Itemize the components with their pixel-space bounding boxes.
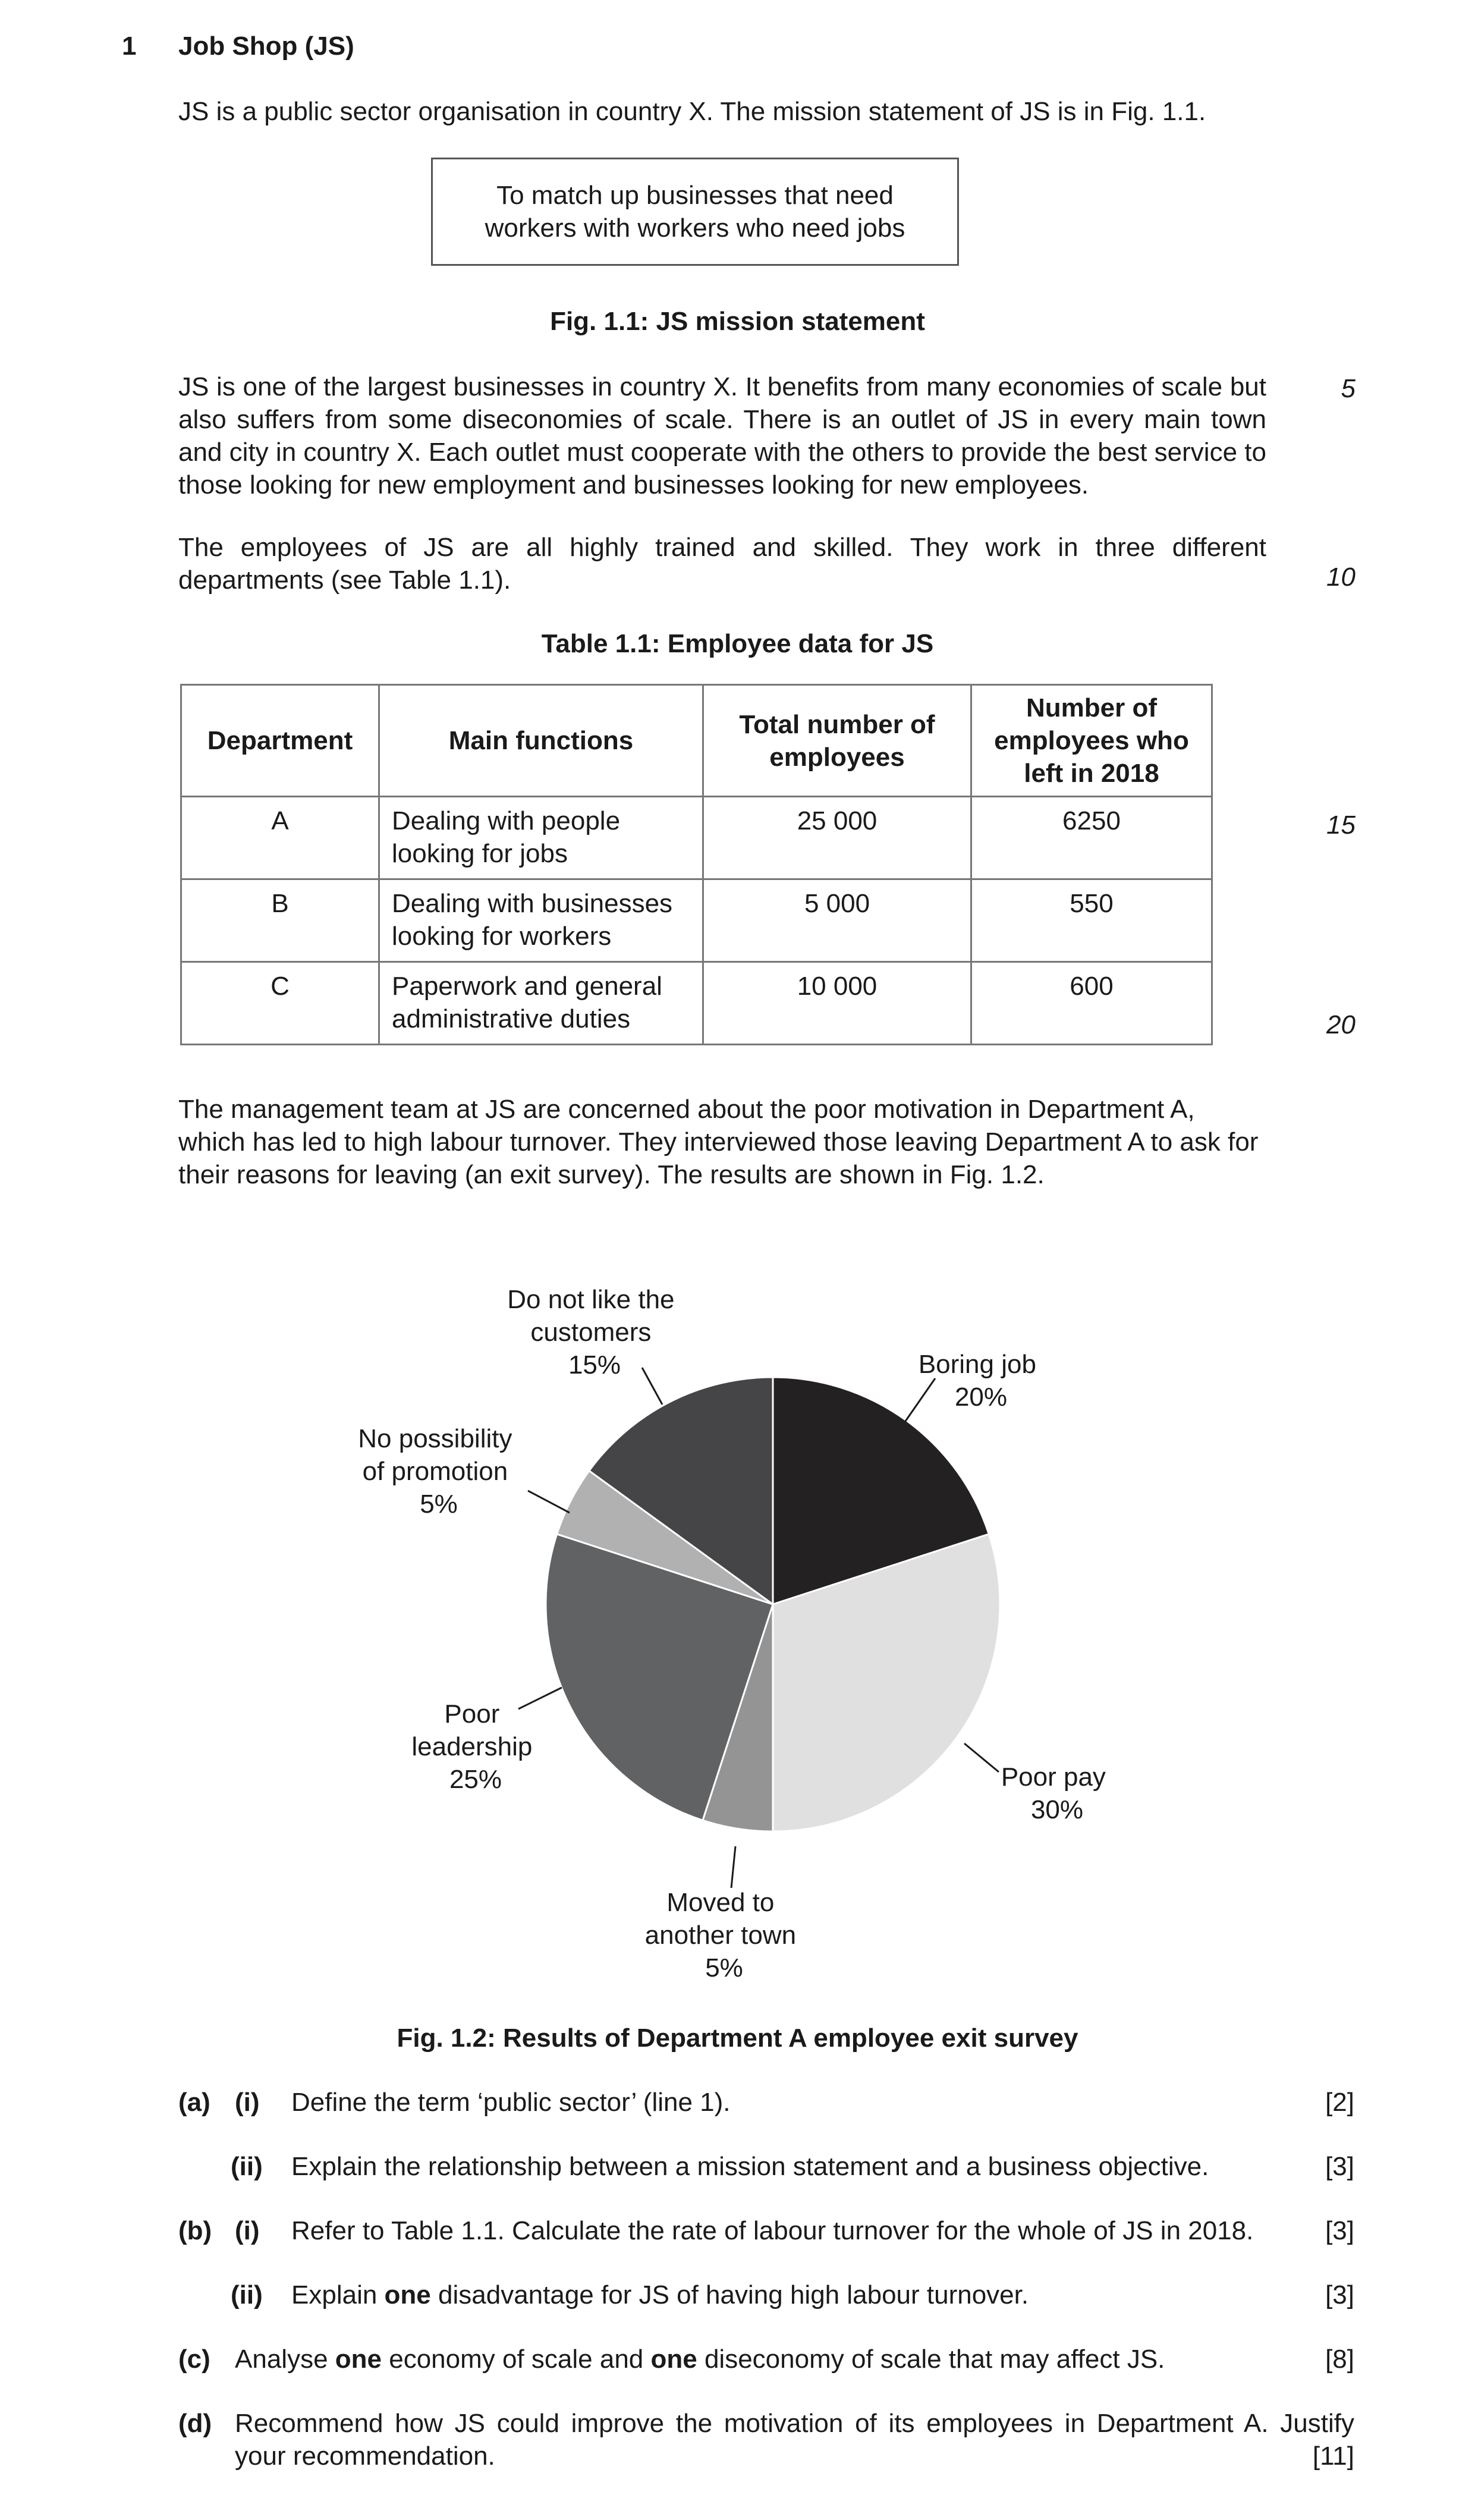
cell-total-employees: 5 000 — [703, 879, 971, 962]
question-number: 1 — [122, 32, 137, 61]
question-c-text — [235, 2343, 1165, 2376]
question-c-text-mid: economy of scale and — [382, 2345, 651, 2374]
pie-label-leadership — [411, 1699, 539, 1794]
pie-label-promotion-line: No possibility — [358, 1424, 512, 1453]
question-a-i-text: Define the term ‘public sector’ (line 1). — [291, 2088, 731, 2117]
line-number-10: 10 — [1326, 563, 1356, 592]
line-number-15: 15 — [1326, 810, 1356, 840]
paragraph-economies: JS is one of the largest businesses in country X. It benefits from many economies of scale but also suffers from some diseconomies of scale. There is an outlet of JS in every main town and city in country X. Each outlet must cooperate with the others to provide the best service to those looking for new employment and businesses looking for new employees. — [178, 372, 1266, 499]
cell-total-employees: 25 000 — [703, 797, 971, 879]
header-department: Department — [181, 685, 379, 797]
pie-label-moved-line: another town — [644, 1921, 797, 1950]
pie-label-moved-line: Moved to — [666, 1888, 775, 1917]
cell-main-functions: Dealing with people looking for jobs — [379, 797, 703, 879]
leader-line-pay — [964, 1743, 999, 1772]
leader-line-leadership — [518, 1688, 562, 1709]
question-b-i-text: Refer to Table 1.1. Calculate the rate of labour turnover for the whole of JS in 2018. — [291, 2216, 1254, 2245]
question-b-ii-text-pre: Explain — [291, 2280, 385, 2310]
marks-a-ii: [3] — [1325, 2152, 1354, 2181]
question-sub-a-ii: (ii) — [231, 2152, 263, 2181]
pie-label-pay-line: Poor pay — [1001, 1762, 1106, 1792]
paragraph-motivation: The management team at JS are concerned about the poor motivation in Department A, which has led to high labour turnover. They interviewed those leaving Department A to ask for their reasons for leaving (an exit survey). The results are shown in Fig. 1.2. — [178, 1095, 1259, 1189]
leader-line-boring — [905, 1378, 935, 1421]
question-b-ii-text-post: disadvantage for JS of having high labour turnover. — [430, 2280, 1029, 2310]
pie-label-moved-line: 5% — [705, 1953, 743, 1982]
header-total-employees: Total number of employees — [703, 685, 971, 797]
cell-employees-left: 6250 — [971, 797, 1212, 879]
leader-line-promotion — [528, 1491, 570, 1513]
pie-label-customers — [507, 1285, 682, 1380]
marks-d: [11] — [1312, 2442, 1354, 2471]
pie-label-boring — [919, 1350, 1043, 1412]
question-sub-b-ii: (ii) — [231, 2280, 263, 2310]
pie-label-customers-line: Do not like the — [507, 1285, 675, 1314]
cell-employees-left: 550 — [971, 879, 1212, 962]
marks-a-i: [2] — [1325, 2088, 1354, 2117]
question-c-text-pre: Analyse — [235, 2345, 335, 2374]
line-number-20: 20 — [1326, 1010, 1356, 1039]
cell-department: A — [181, 797, 379, 879]
pie-label-promotion-line: 5% — [420, 1490, 458, 1519]
employee-data-table — [180, 684, 1213, 1045]
pie-slices — [546, 1377, 1000, 1831]
question-b-ii-text — [291, 2279, 1029, 2311]
question-c-text-post: diseconomy of scale that may affect JS. — [697, 2345, 1165, 2374]
leader-line-customers — [642, 1368, 662, 1404]
header-employees-left: Number of employees who left in 2018 — [971, 685, 1212, 797]
pie-label-boring-line: Boring job — [918, 1350, 1036, 1379]
question-part-b: (b) — [178, 2216, 212, 2245]
cell-department: B — [181, 879, 379, 962]
pie-label-customers-line: 15% — [568, 1350, 621, 1380]
question-b-ii-emphasis: one — [384, 2280, 431, 2310]
table-row — [181, 797, 1212, 879]
pie-chart-caption: Fig. 1.2: Results of Department A employee exit survey — [397, 2023, 1078, 2053]
table-row — [181, 962, 1212, 1045]
leader-line-moved — [731, 1846, 735, 1888]
cell-employees-left: 600 — [971, 962, 1212, 1045]
pie-label-leadership-line: 25% — [449, 1765, 502, 1794]
question-c-emphasis: one — [335, 2345, 382, 2374]
intro-text: JS is a public sector organisation in country X. The mission statement of JS is in Fig. 1.1. — [178, 97, 1206, 126]
exit-survey-pie-chart — [0, 1284, 1475, 1998]
pie-label-boring-line: 20% — [954, 1382, 1008, 1412]
marks-c: [8] — [1325, 2345, 1354, 2374]
table-caption: Table 1.1: Employee data for JS — [541, 629, 934, 658]
pie-label-moved — [645, 1888, 804, 1982]
mission-caption: Fig. 1.1: JS mission statement — [550, 307, 925, 336]
question-a-ii-text: Explain the relationship between a mission statement and a business objective. — [291, 2152, 1209, 2181]
marks-b-i: [3] — [1325, 2216, 1354, 2245]
marks-b-ii: [3] — [1325, 2280, 1354, 2310]
cell-main-functions: Dealing with businesses looking for workers — [379, 879, 703, 962]
line-number-5: 5 — [1341, 374, 1356, 403]
cell-department: C — [181, 962, 379, 1045]
pie-label-leadership-line: leadership — [411, 1732, 533, 1761]
cell-main-functions: Paperwork and general administrative duties — [379, 962, 703, 1045]
mission-statement-text: To match up businesses that need workers with workers who need jobs — [485, 181, 905, 243]
mission-statement-box — [431, 158, 959, 266]
pie-label-promotion — [358, 1424, 519, 1519]
pie-label-pay-line: 30% — [1030, 1795, 1084, 1824]
question-part-c: (c) — [178, 2345, 210, 2374]
cell-total-employees: 10 000 — [703, 962, 971, 1045]
question-sub-a-i: (i) — [235, 2088, 260, 2117]
paragraph-employees: The employees of JS are all highly trained and skilled. They work in three different departments (see Table 1.1). — [178, 533, 1266, 595]
pie-label-pay — [1001, 1762, 1113, 1824]
pie-label-leadership-line: Poor — [444, 1699, 500, 1729]
pie-label-customers-line: customers — [530, 1318, 652, 1347]
pie-label-promotion-line: of promotion — [362, 1457, 508, 1486]
question-title: Job Shop (JS) — [178, 32, 354, 61]
table-row — [181, 879, 1212, 962]
question-sub-b-i: (i) — [235, 2216, 260, 2245]
header-main-functions: Main functions — [379, 685, 703, 797]
question-part-a: (a) — [178, 2088, 210, 2117]
question-part-d: (d) — [178, 2409, 212, 2438]
question-d-text: Recommend how JS could improve the motivation of its employees in Department A. Justify your recommendation. — [235, 2409, 1354, 2471]
question-c-emphasis: one — [650, 2345, 697, 2374]
table-header-row — [181, 685, 1212, 797]
